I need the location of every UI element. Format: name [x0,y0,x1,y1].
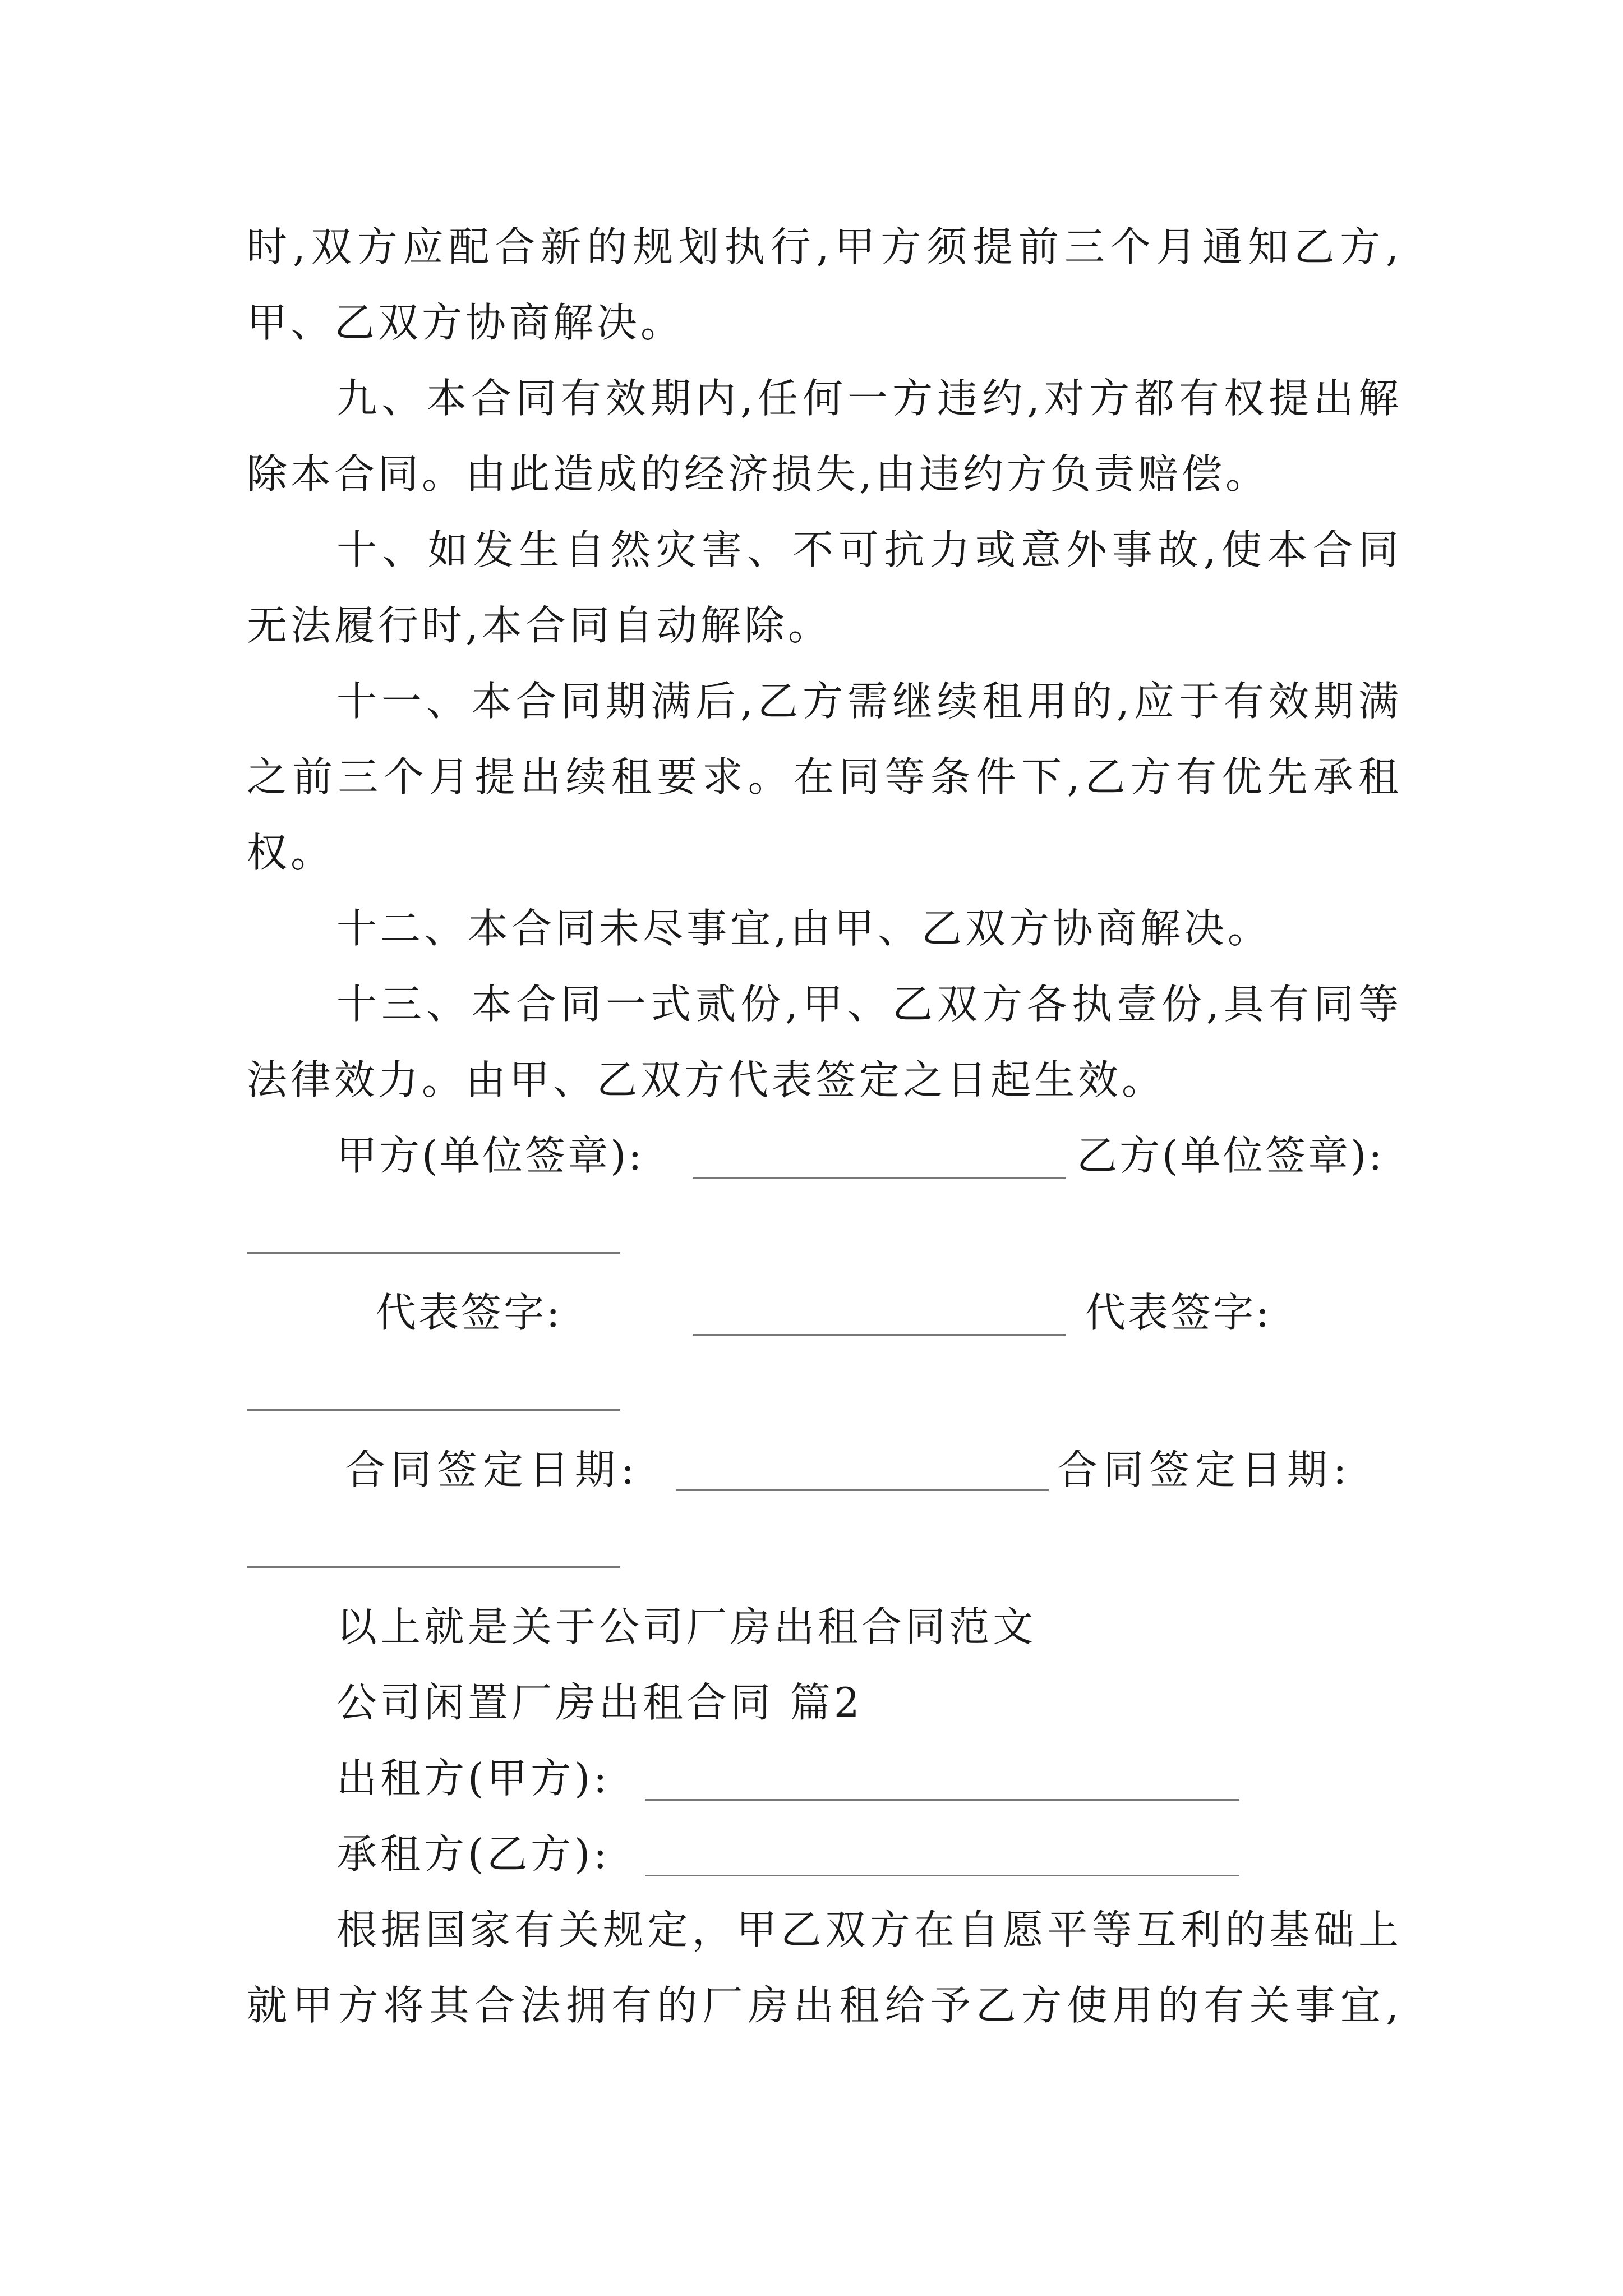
intro-line: 就甲方将其合法拥有的厂房出租给予乙方使用的有关事宜, [247,1982,1402,2029]
body-line: 甲、乙双方协商解决。 [247,299,685,346]
clause-11-line: 十一、本合同期满后,乙方需继续租用的,应于有效期满 [336,678,1402,725]
lessee-underline [645,1875,1239,1876]
intro-line: 根据国家有关规定，甲乙双方在自愿平等互利的基础上 [336,1906,1402,1953]
lessor-underline [645,1799,1239,1801]
rep-sign-a-label: 代表签字: [376,1289,562,1336]
rep-sign-b-label: 代表签字: [1085,1289,1272,1336]
summary-line: 以上就是关于公司厂房出租合同范文 [336,1603,1037,1650]
clause-10-line: 十、如发生自然灾害、不可抗力或意外事故,使本合同 [336,526,1402,573]
lessee-label: 承租方(乙方): [336,1830,611,1878]
clause-13-line: 法律效力。由甲、乙双方代表签定之日起生效。 [247,1056,1166,1103]
signature-row-seal [336,1128,1402,1184]
section-title: 公司闲置厂房出租合同 篇2 [336,1679,863,1726]
body-line: 时,双方应配合新的规划执行,甲方须提前三个月通知乙方, [247,223,1402,270]
date-b-underline [247,1566,620,1568]
date-a-underline [676,1489,1049,1491]
party-a-seal-label: 甲方(单位签章): [336,1132,644,1179]
clause-13-line: 十三、本合同一式贰份,甲、乙双方各执壹份,具有同等 [336,981,1402,1028]
date-b-label: 合同签定日期: [1057,1446,1353,1493]
signature-row-representative [336,1285,1402,1341]
party-b-seal-label: 乙方(单位签章): [1077,1132,1385,1179]
lessor-label: 出租方(甲方): [336,1755,611,1802]
rep-sign-a-underline [693,1334,1066,1336]
clause-11-line: 之前三个月提出续租要求。在同等条件下,乙方有优先承租 [247,753,1402,800]
clause-10-line: 无法履行时,本合同自动解除。 [247,602,832,649]
clause-12-line: 十二、本合同未尽事宜,由甲、乙双方协商解决。 [336,905,1271,952]
rep-sign-b-underline [247,1409,620,1411]
clause-9-line: 九、本合同有效期内,任何一方违约,对方都有权提出解 [336,375,1402,422]
clause-11-line: 权。 [247,829,335,876]
clause-9-line: 除本合同。由此造成的经济损失,由违约方负责赔偿。 [247,450,1269,498]
party-b-seal-underline [247,1252,620,1254]
party-a-seal-underline [693,1177,1066,1179]
date-a-label: 合同签定日期: [345,1446,640,1493]
